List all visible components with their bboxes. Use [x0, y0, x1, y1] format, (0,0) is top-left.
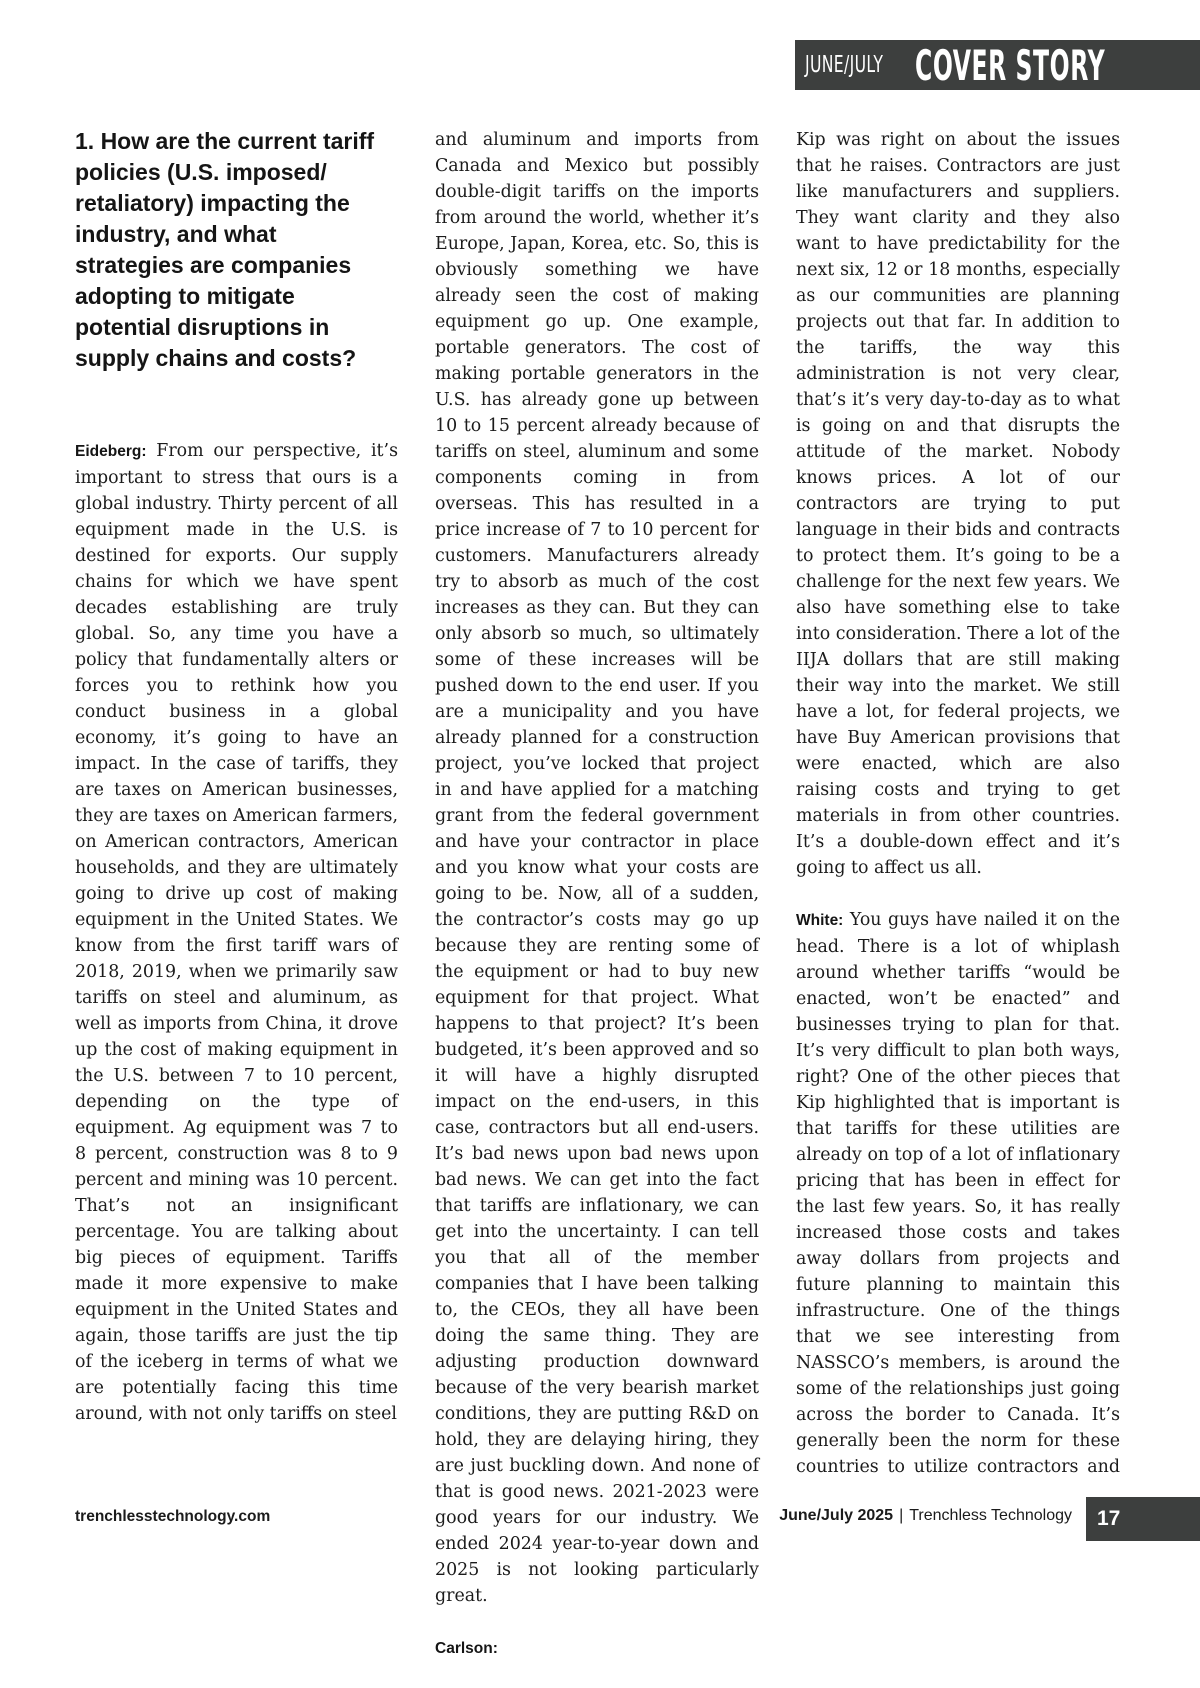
answer-eideberg-text: From our perspective, it’s important to stress that ours is a global industry. Thirty percent of all equipment made in the U.S. is destined for exports. Our supply chains for which we have spent decades establishing are truly global. So, any time you have a policy that fundamentally alters or forces you to rethink how you conduct business in a global economy, it’s going to have an impact. In the case of tariffs, they are taxes on American businesses, they are taxes on American farmers, on American contractors, American households, and they are ultimately going to drive up cost of making equipment in the United States. We know from the first tariff wars of 2018, 2019, when we primarily saw tariffs on steel and aluminum, as well as imports from China, it drove up the cost of making equipment in the U.S. between 7 to 10 percent, depending on the type of equipment. Ag equipment was 7 to 8 percent, construction was 8 to 9 percent and mining was 10 percent. That’s not an insignificant percentage. You are talking about big pieces of equipment. Tariffs made it more expensive to make equipment in the United States and again, those tariffs are just the tip of the iceberg in terms of what we are potentially facing this time around, with not only tariffs on steel — [75, 441, 398, 1424]
speaker-carlson: Carlson: — [435, 1640, 498, 1657]
page-number: 17 — [1086, 1497, 1200, 1541]
question-heading: 1. How are the current tariff policies (U.S. imposed/ retaliatory) impacting the industry, and what strategies are companies adopting to mitigate potential disruptions in supply chains and costs? — [75, 128, 375, 371]
section-header — [795, 40, 1200, 90]
speaker-white: White: — [796, 912, 844, 929]
footer-publication: Trenchless Technology — [909, 1507, 1072, 1524]
speaker-eideberg: Eideberg: — [75, 443, 147, 460]
column-2 — [435, 127, 759, 1688]
column-1 — [75, 126, 398, 1453]
continued-text: and aluminum and imports from Canada and Mexico but possibly double-digit tariffs on the imports from around the world, whether it’s Europe, Japan, Korea, etc. So, this is obviously something we have already seen the cost of making equipment go up. One example, portable generators. The cost of making portable generators in the U.S. has already gone up between 10 to 15 percent already because of tariffs on steel, aluminum and some components coming in from overseas. This has resulted in a price increase of 7 to 10 percent for customers. Manufacturers already try to absorb as much of the cost increases as they can. But they can only absorb so much, so ultimately some of these increases will be pushed down to the end user. If you are a municipality and you have already planned for a construction project, you’ve locked that project in and have applied for a matching grant from the federal government and have your contractor in place and you know what your costs are going to be. Now, all of a sudden, the contractor’s costs may go up because they are renting some of the equipment or had to buy new equipment for that project. What happens to that project? It’s been budgeted, it’s been approved and so it will have a highly disrupted impact on the end-users, in this case, contractors but all end-users. It’s bad news upon bad news upon bad news. We can get into the fact that tariffs are inflationary, we can get into the uncertainty. I can tell you that all of the member companies that I have been talking to, the CEOs, they all have been doing the same thing. They are adjusting production downward because of the very bearish market conditions, they are putting R&D on hold, they are delaying hiring, they are just buckling down. And none of that is good news. 2021-2023 were good years for our industry. We ended 2024 year-to-year down and 2025 is not looking particularly great. — [435, 130, 759, 1606]
footer-credit — [779, 1507, 1072, 1525]
column-3 — [796, 127, 1120, 1475]
footer-website: trenchlesstechnology.com — [75, 1508, 271, 1525]
section-title: COVER STORY — [915, 40, 1106, 90]
answer-white-text: You guys have nailed it on the head. There is a lot of whiplash around whether tariffs “would be enacted, won’t be enacted” and businesses trying to plan for that. It’s very difficult to plan both ways, right? One of the other pieces that Kip highlighted that is important is that tariffs for these utilities are already on top of a lot of inflationary pricing that has been in effect for the last few years. So, it has really increased those costs and takes away dollars from projects and future planning to maintain this infrastructure. One of the things that we see interesting from NASSCO’s members, is around the some of the relationships just going across the border to Canada. It’s generally been the norm for these countries to utilize contractors and — [796, 910, 1120, 1475]
section-issue-label: JUNE/JULY — [805, 52, 884, 78]
answer-eideberg — [75, 438, 398, 1427]
answer-white — [796, 907, 1120, 1475]
continued-text: Kip was right on about the issues that he raises. Contractors are just like manufacturers and suppliers. They want clarity and they also want to have predictability for the next six, 12 or 18 months, especially as our communities are planning projects out that far. In addition to the tariffs, the way this administration is not very clear, that’s it’s very day-to-day as to what is going on and that disrupts the attitude of the market. Nobody knows prices. A lot of our contractors are trying to put language in their bids and contracts to protect them. It’s going to be a challenge for the next few years. We also have something else to take into consideration. There a lot of the IIJA dollars that are still making their way into the market. We still have a lot, for federal projects, we have Buy American provisions that were enacted, which are also raising costs and trying to get materials in from other countries. It’s a double-down effect and it’s going to affect us all. — [796, 130, 1120, 878]
answer-carlson — [435, 1635, 759, 1662]
footer-issue-date: June/July 2025 — [779, 1507, 894, 1524]
footer-separator: | — [899, 1507, 904, 1524]
